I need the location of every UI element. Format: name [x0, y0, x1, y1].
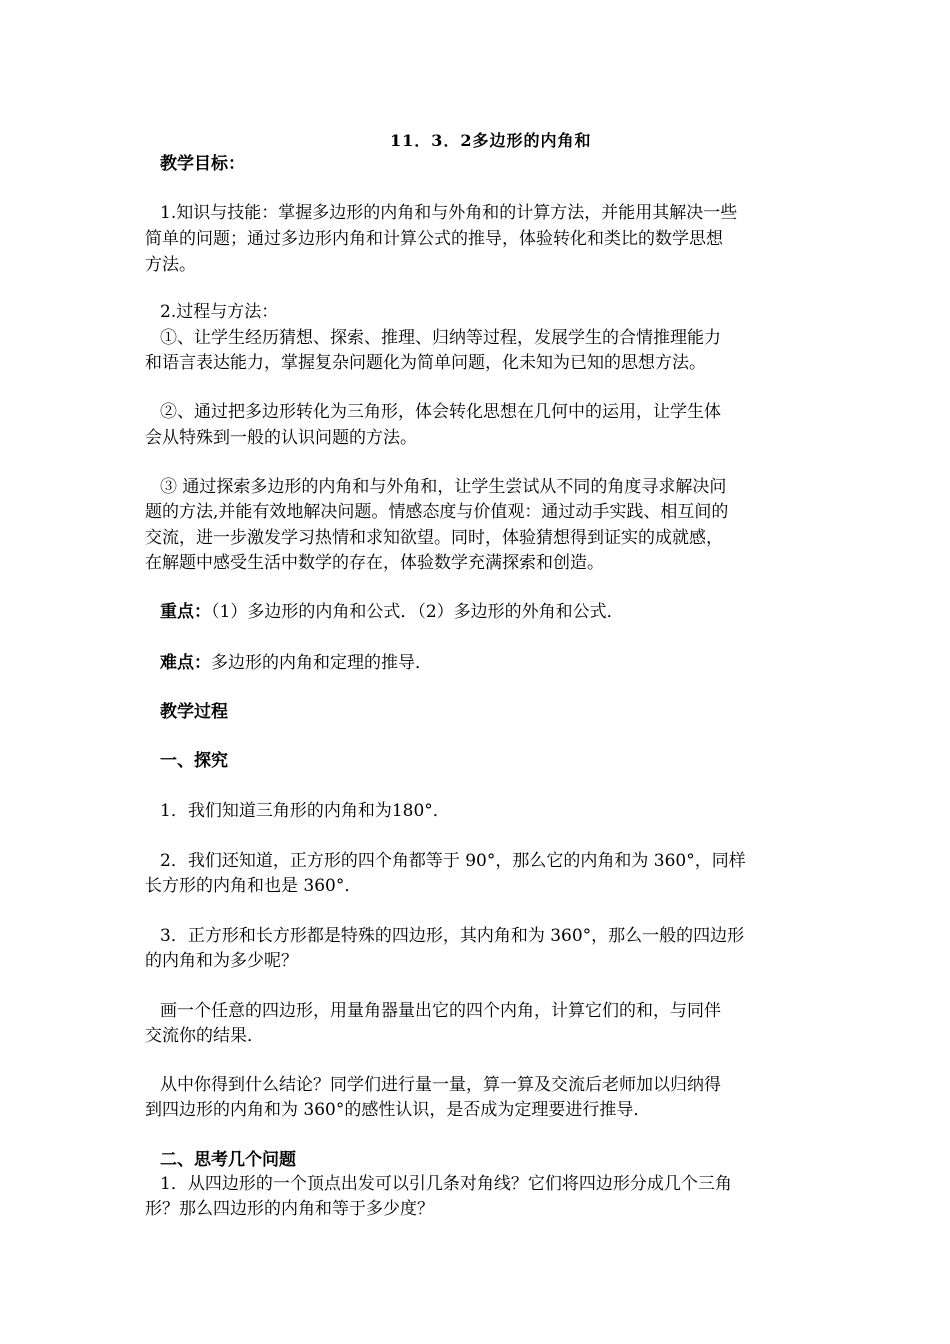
goals-heading: 教学目标：	[160, 154, 245, 174]
goal2b-line-2: 会从特殊到一般的认识问题的方法。	[145, 428, 417, 448]
difficulty-label: 难点：	[160, 653, 211, 673]
goal2c-line-1: ③ 通过探索多边形的内角和与外角和，让学生尝试从不同的角度寻求解决问	[160, 477, 727, 497]
goal2a-line-2: 和语言表达能力，掌握复杂问题化为简单问题，化未知为已知的思想方法。	[145, 353, 706, 373]
goal2-heading: 2.过程与方法：	[160, 302, 279, 322]
section1-heading: 一、探究	[160, 751, 228, 771]
s1-para4-line-2: 交流你的结果．	[145, 1026, 264, 1046]
goal2a-line-1: ①、让学生经历猜想、探索、推理、归纳等过程，发展学生的合情推理能力	[160, 328, 721, 348]
difficulty-points	[160, 651, 432, 675]
goal2c-line-2: 题的方法,并能有效地解决问题。情感态度与价值观：通过动手实践、相互间的	[145, 502, 729, 522]
goal2c-line-3: 交流，进一步激发学习热情和求知欲望。同时，体验猜想得到证实的成就感，	[145, 528, 723, 548]
s1-item3-line-2: 的内角和为多少呢？	[145, 951, 298, 971]
s1-item3-line-1: 3．正方形和长方形都是特殊的四边形，其内角和为 360°，那么一般的四边形	[160, 926, 745, 946]
key-text: （1）多边形的内角和公式．（2）多边形的外角和公式．	[211, 602, 624, 622]
goal1-line-3: 方法。	[145, 255, 196, 275]
s1-para5-line-1: 从中你得到什么结论？同学们进行量一量，算一算及交流后老师加以归纳得	[160, 1075, 721, 1095]
s2-item1-line-2: 形？那么四边形的内角和等于多少度？	[145, 1199, 434, 1219]
s1-item2-line-1: 2．我们还知道，正方形的四个角都等于 90°，那么它的内角和为 360°，同样	[160, 851, 746, 871]
s1-para4-line-1: 画一个任意的四边形，用量角器量出它的四个内角，计算它们的和，与同伴	[160, 1001, 721, 1021]
key-label: 重点：	[160, 602, 211, 622]
difficulty-text: 多边形的内角和定理的推导．	[211, 653, 432, 673]
goal1-line-1: 1.知识与技能：掌握多边形的内角和与外角和的计算方法，并能用其解决一些	[160, 203, 738, 223]
goal1-line-2: 简单的问题；通过多边形内角和计算公式的推导，体验转化和类比的数学思想	[145, 229, 723, 249]
key-points	[160, 600, 624, 624]
process-heading: 教学过程	[160, 702, 228, 722]
document-title: 11．3．2多边形的内角和	[390, 131, 592, 150]
goal2c-line-4: 在解题中感受生活中数学的存在，体验数学充满探索和创造。	[145, 553, 604, 573]
section2-heading: 二、思考几个问题	[160, 1150, 296, 1170]
s1-item1: 1．我们知道三角形的内角和为180°．	[160, 801, 450, 821]
goal2b-line-1: ②、通过把多边形转化为三角形，体会转化思想在几何中的运用，让学生体	[160, 402, 721, 422]
s2-item1-line-1: 1．从四边形的一个顶点出发可以引几条对角线？它们将四边形分成几个三角	[160, 1174, 732, 1194]
s1-para5-line-2: 到四边形的内角和为 360°的感性认识，是否成为定理要进行推导．	[145, 1100, 651, 1120]
s1-item2-line-2: 长方形的内角和也是 360°．	[145, 876, 362, 896]
